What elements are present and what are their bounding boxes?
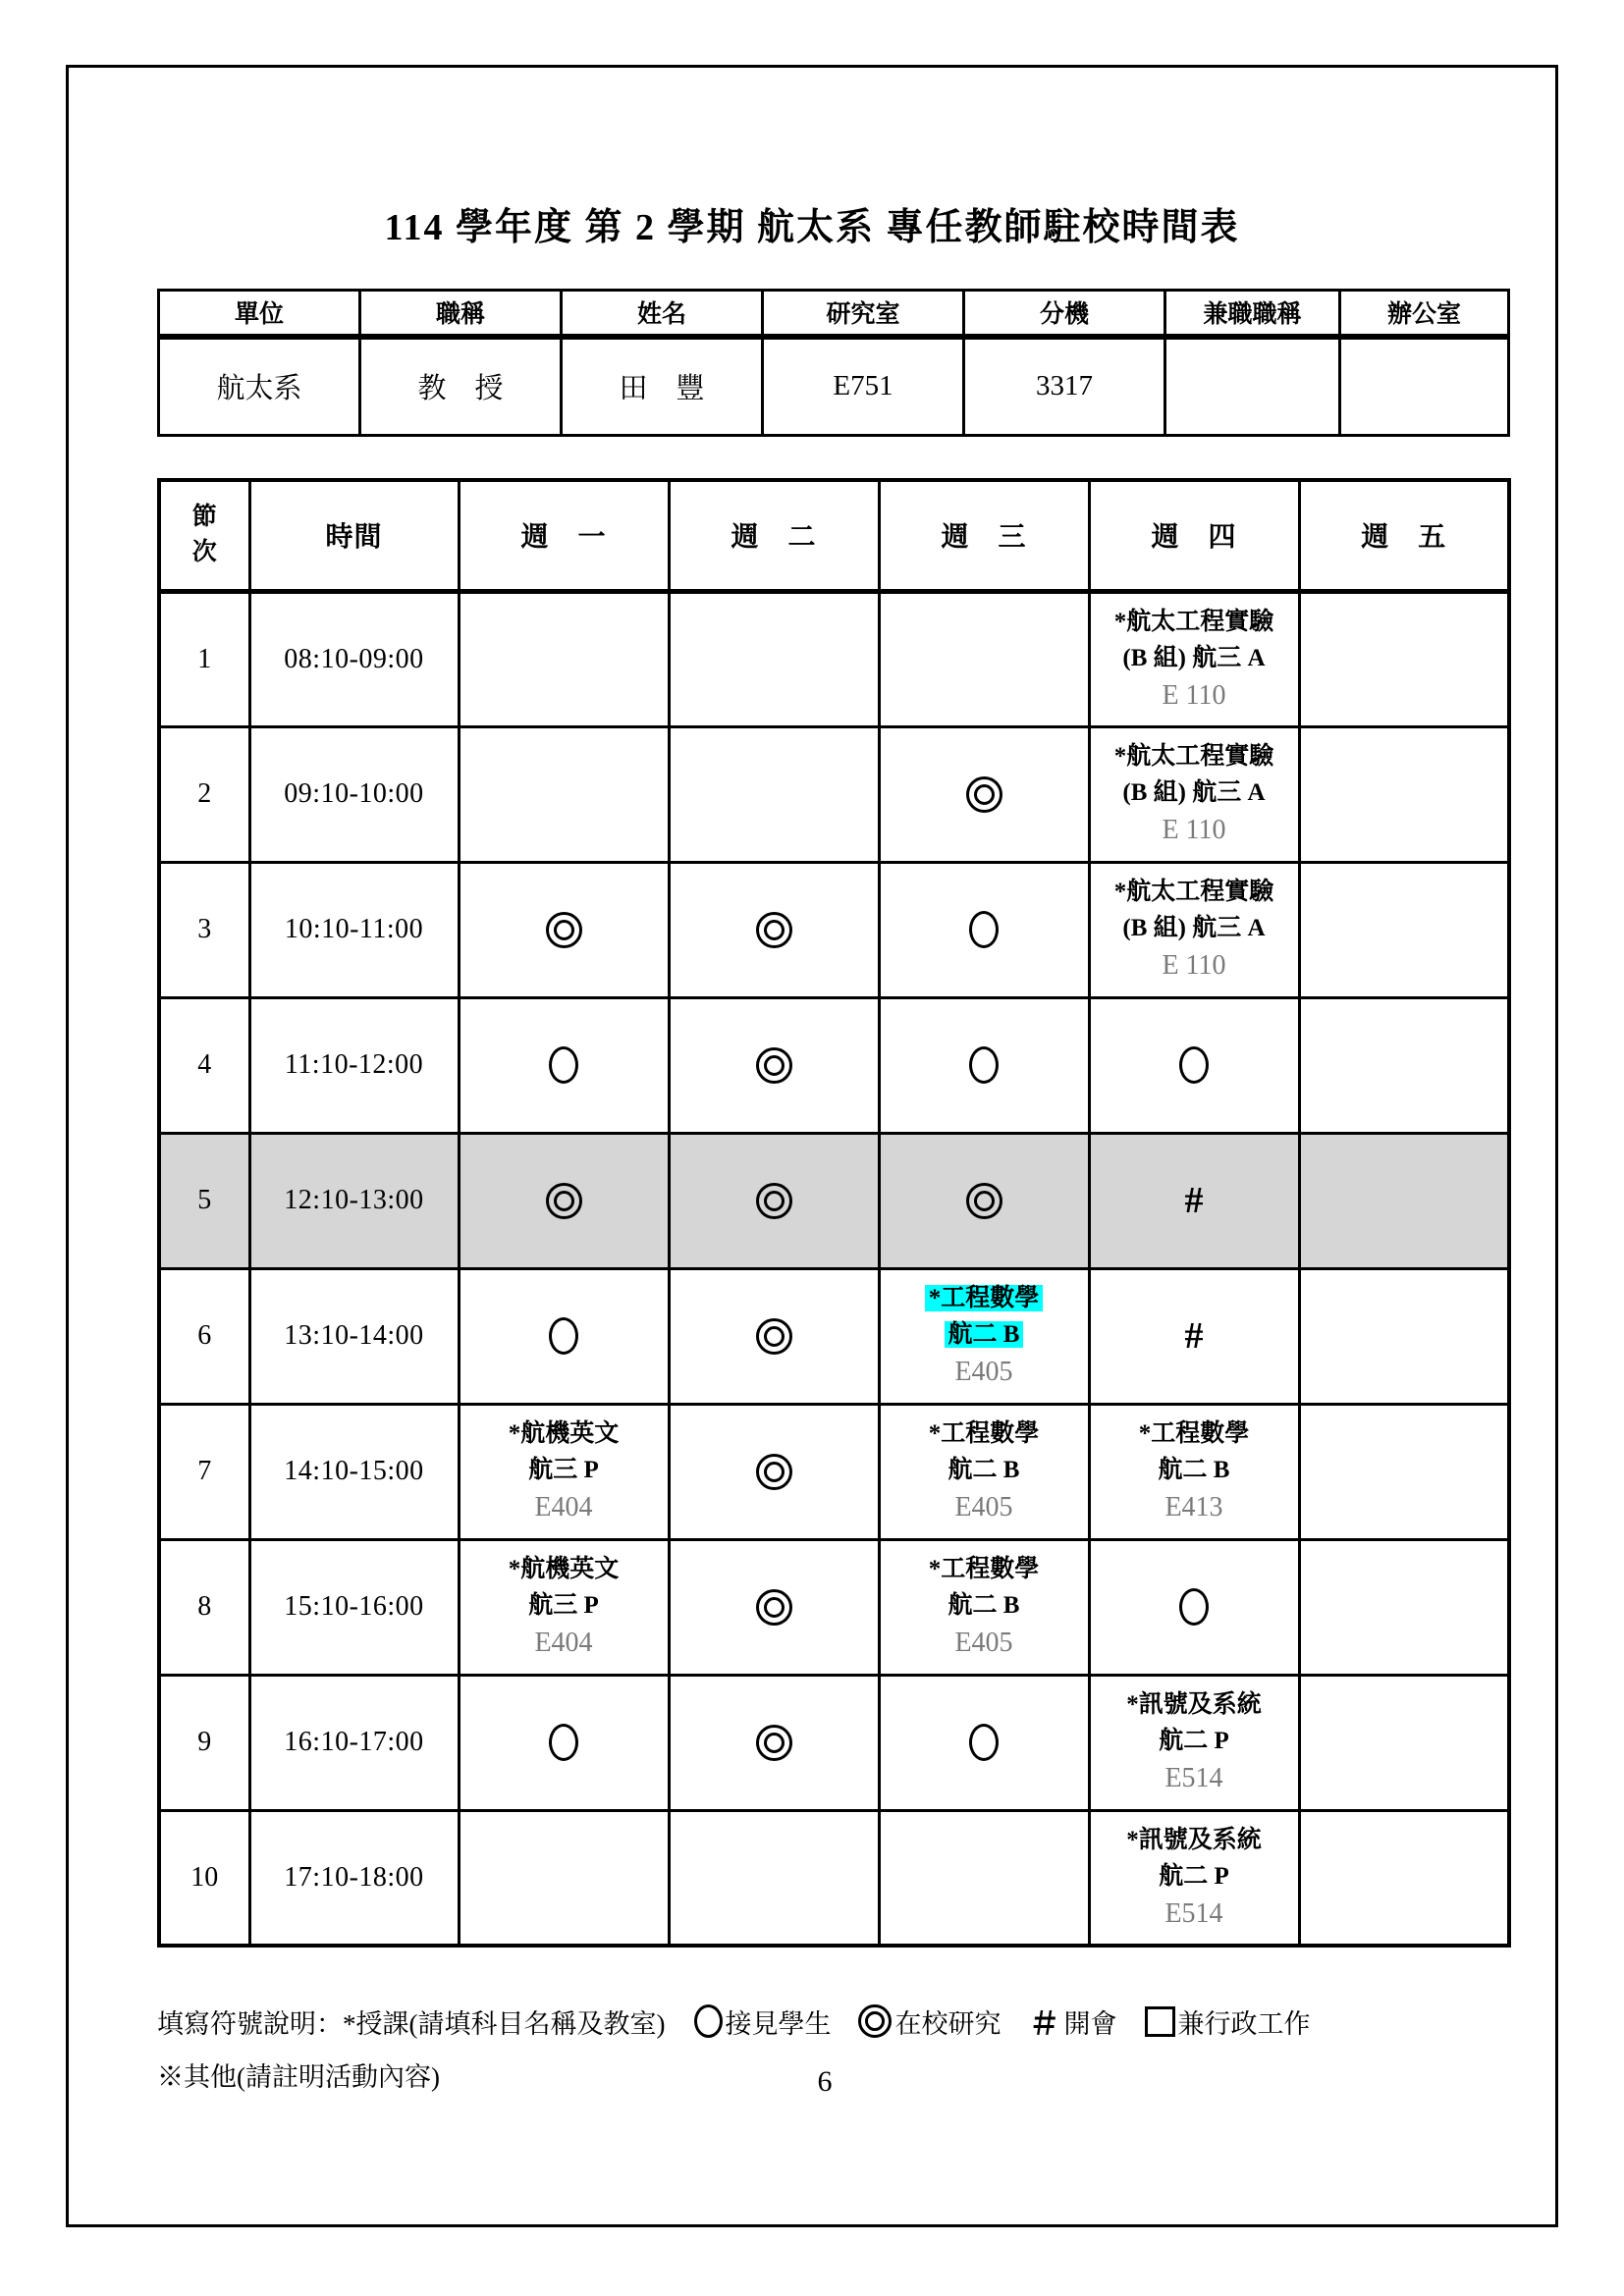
period-header-line: 次	[191, 539, 217, 566]
schedule-table	[157, 478, 1511, 1948]
info-header-cell: 職稱	[360, 291, 562, 337]
course-name-text: 航三 P	[528, 1457, 599, 1483]
course-name-text: *訊號及系統	[1126, 1691, 1262, 1718]
room-number: E405	[954, 1492, 1013, 1522]
day-cell	[669, 862, 879, 997]
day-cell	[459, 1133, 669, 1268]
schedule-row	[159, 726, 1509, 862]
day-cell	[459, 726, 669, 862]
circle-symbol	[1179, 1046, 1209, 1084]
schedule-body	[159, 591, 1509, 1946]
course-name-line	[1091, 1822, 1298, 1858]
day-cell	[1089, 1810, 1299, 1946]
day-cell	[669, 1404, 879, 1539]
schedule-row	[159, 1133, 1509, 1268]
room-number: E 110	[1162, 815, 1226, 845]
course-name-line	[1091, 738, 1298, 774]
day-cell	[1299, 1404, 1509, 1539]
course-name-line	[1091, 774, 1298, 811]
legend-prefix: 填寫符號說明：	[157, 2008, 343, 2039]
day-cell	[459, 591, 669, 726]
legend-meet-item	[694, 2002, 831, 2041]
time-cell: 12:10-13:00	[249, 1133, 459, 1268]
day-cell	[1299, 591, 1509, 726]
period-header	[159, 480, 249, 591]
room-number: E405	[954, 1357, 1013, 1387]
day-cell	[1299, 1133, 1509, 1268]
course-name-text: 航二 P	[1159, 1862, 1229, 1890]
day-cell	[1299, 1268, 1509, 1404]
day-cell	[459, 1675, 669, 1810]
time-cell: 11:10-12:00	[249, 997, 459, 1133]
period-cell: 6	[159, 1268, 249, 1404]
circle-symbol	[549, 1317, 578, 1355]
info-header-row	[159, 291, 1509, 337]
course-name-text: (B 組) 航三 A	[1122, 779, 1266, 806]
time-cell: 14:10-15:00	[249, 1404, 459, 1539]
course-name-line	[1091, 604, 1298, 640]
day-header: 週 一	[459, 480, 669, 591]
course-name-text: 航二 B	[947, 1457, 1020, 1483]
info-header-cell: 兼職職稱	[1165, 291, 1340, 337]
room-number: E514	[1164, 1763, 1223, 1793]
course-name-text: 航二 B	[947, 1592, 1020, 1619]
room-number: E 110	[1162, 679, 1226, 711]
time-cell: 15:10-16:00	[249, 1539, 459, 1675]
faculty-info-table	[157, 289, 1510, 437]
course-name-text: *航太工程實驗	[1113, 743, 1274, 770]
course-name-text: 航二 P	[1159, 1728, 1229, 1754]
time-cell: 17:10-18:00	[249, 1810, 459, 1946]
course-name-line	[1091, 1686, 1298, 1723]
circle-symbol	[549, 1046, 578, 1084]
course-name-line	[881, 1316, 1088, 1353]
info-header-cell: 單位	[159, 291, 360, 337]
course-name-line	[1091, 1452, 1298, 1488]
day-cell	[1299, 1675, 1509, 1810]
course-name-line	[881, 1415, 1088, 1452]
day-cell	[1299, 997, 1509, 1133]
time-header: 時間	[249, 480, 459, 591]
course-name-line	[1091, 1415, 1298, 1452]
page-number: 6	[817, 2065, 833, 2098]
day-header: 週 四	[1089, 480, 1299, 591]
day-cell	[1089, 726, 1299, 862]
double-circle-symbol	[756, 1589, 792, 1626]
legend-meeting-item	[1028, 1999, 1116, 2044]
course-name-text: *工程數學	[928, 1556, 1040, 1582]
day-cell	[879, 1268, 1089, 1404]
page-title: 114 學年度 第 2 學期 航太系 專任教師駐校時間表	[384, 207, 1240, 248]
day-cell	[1089, 862, 1299, 997]
day-cell	[879, 1539, 1089, 1675]
legend-admin-label: 兼行政工作	[1177, 2008, 1311, 2039]
schedule-row	[159, 1810, 1509, 1946]
double-circle-symbol	[756, 1725, 792, 1761]
legend-teach-label: *授課(請填科目名稱及教室)	[343, 2008, 666, 2039]
info-value-cell: 航太系	[159, 337, 360, 436]
time-cell: 08:10-09:00	[249, 591, 459, 726]
period-cell: 9	[159, 1675, 249, 1810]
time-cell: 16:10-17:00	[249, 1675, 459, 1810]
double-circle-symbol	[756, 1183, 792, 1219]
day-header: 週 三	[879, 480, 1089, 591]
course-name-text: *航太工程實驗	[1113, 879, 1274, 905]
day-cell	[879, 1404, 1089, 1539]
room-number: E 110	[1162, 950, 1226, 981]
course-name-line	[1091, 640, 1298, 676]
schedule-row	[159, 1675, 1509, 1810]
day-cell	[1089, 1133, 1299, 1268]
course-name-line	[460, 1551, 668, 1587]
double-circle-symbol	[966, 776, 1002, 813]
course-name-text: *航太工程實驗	[1113, 608, 1274, 635]
course-name-text: 航二 B	[1158, 1457, 1230, 1483]
period-cell: 5	[159, 1133, 249, 1268]
course-name-line	[881, 1551, 1088, 1587]
course-name-line	[460, 1415, 668, 1452]
circle-symbol	[969, 911, 999, 948]
period-cell: 1	[159, 591, 249, 726]
info-value-cell	[1165, 337, 1340, 436]
course-name-line	[1091, 1723, 1298, 1759]
day-cell	[879, 1810, 1089, 1946]
course-name-text: *航機英文	[508, 1556, 620, 1582]
day-cell	[459, 1539, 669, 1675]
double-circle-symbol	[756, 1454, 792, 1490]
day-cell	[669, 726, 879, 862]
day-cell	[879, 997, 1089, 1133]
double-circle-symbol	[966, 1183, 1002, 1219]
day-cell	[459, 1268, 669, 1404]
day-cell	[459, 1404, 669, 1539]
double-circle-symbol	[756, 1318, 792, 1355]
schedule-row	[159, 997, 1509, 1133]
time-cell: 10:10-11:00	[249, 862, 459, 997]
course-name-line	[881, 1452, 1088, 1488]
double-circle-symbol	[858, 2004, 892, 2038]
day-cell	[1299, 1539, 1509, 1675]
day-cell	[669, 1810, 879, 1946]
info-header-cell: 分機	[964, 291, 1165, 337]
day-cell	[1299, 1810, 1509, 1946]
course-name-text: (B 組) 航三 A	[1122, 915, 1266, 941]
day-cell	[1299, 726, 1509, 862]
room-number: E405	[954, 1628, 1013, 1658]
course-name-line	[460, 1452, 668, 1488]
schedule-row	[159, 1268, 1509, 1404]
time-cell: 13:10-14:00	[249, 1268, 459, 1404]
course-name-text: *航機英文	[508, 1420, 620, 1447]
day-cell	[879, 1133, 1089, 1268]
info-value-cell: E751	[763, 337, 964, 436]
legend-meeting-label: 開會	[1063, 2008, 1117, 2039]
course-name-text: *工程數學	[925, 1285, 1044, 1311]
double-circle-symbol	[756, 1047, 792, 1084]
course-name-line	[1091, 874, 1298, 910]
day-header: 週 五	[1299, 480, 1509, 591]
day-cell	[459, 862, 669, 997]
course-name-text: 航三 P	[528, 1592, 599, 1619]
legend-admin-item	[1145, 2002, 1311, 2041]
course-name-text: 航二 B	[945, 1321, 1024, 1348]
legend-line-1	[157, 1999, 1532, 2044]
day-header: 週 二	[669, 480, 879, 591]
info-header-cell: 辦公室	[1340, 291, 1509, 337]
course-name-line	[881, 1587, 1088, 1624]
course-name-line	[881, 1280, 1088, 1316]
period-cell: 3	[159, 862, 249, 997]
room-number: E413	[1164, 1492, 1223, 1522]
info-value-row	[159, 337, 1509, 436]
room-number: E514	[1164, 1897, 1223, 1929]
day-cell	[1089, 591, 1299, 726]
schedule-row	[159, 862, 1509, 997]
circle-symbol	[549, 1724, 578, 1761]
course-name-text: *訊號及系統	[1126, 1826, 1262, 1853]
period-header-line: 節	[191, 504, 217, 531]
circle-symbol	[969, 1046, 999, 1084]
double-circle-symbol	[546, 1183, 582, 1219]
day-cell	[459, 1810, 669, 1946]
legend-line-2: ※其他(請註明活動內容)	[157, 2062, 440, 2092]
period-cell: 2	[159, 726, 249, 862]
period-cell: 7	[159, 1404, 249, 1539]
legend-research-label: 在校研究	[894, 2008, 1001, 2039]
square-symbol	[1145, 2006, 1175, 2037]
info-value-cell: 田 豐	[562, 337, 763, 436]
period-cell: 8	[159, 1539, 249, 1675]
schedule-row	[159, 1539, 1509, 1675]
room-number: E404	[534, 1628, 593, 1658]
day-cell	[459, 997, 669, 1133]
course-name-line	[1091, 1858, 1298, 1895]
hash-symbol: #	[1184, 1315, 1204, 1357]
legend-research-item	[858, 2002, 1001, 2041]
day-cell	[669, 1675, 879, 1810]
day-cell	[669, 591, 879, 726]
day-cell	[1089, 1539, 1299, 1675]
info-value-cell	[1340, 337, 1509, 436]
day-cell	[669, 1268, 879, 1404]
circle-symbol	[969, 1724, 999, 1761]
day-cell	[1089, 1268, 1299, 1404]
schedule-row	[159, 1404, 1509, 1539]
course-name-line	[1091, 910, 1298, 946]
schedule-row	[159, 591, 1509, 726]
day-cell	[1299, 862, 1509, 997]
day-cell	[669, 1539, 879, 1675]
day-cell	[669, 1133, 879, 1268]
legend-teach-item	[157, 2002, 665, 2041]
period-cell: 10	[159, 1810, 249, 1946]
day-cell	[879, 862, 1089, 997]
hash-symbol: #	[1184, 1180, 1204, 1221]
info-header-cell: 研究室	[763, 291, 964, 337]
circle-symbol	[1179, 1588, 1209, 1626]
course-name-text: (B 組) 航三 A	[1122, 644, 1266, 671]
info-header-cell: 姓名	[562, 291, 763, 337]
course-name-line	[460, 1587, 668, 1624]
legend-meet-label: 接見學生	[725, 2008, 832, 2039]
day-cell	[879, 726, 1089, 862]
info-value-cell: 3317	[964, 337, 1165, 436]
info-value-cell: 教 授	[360, 337, 562, 436]
time-cell: 09:10-10:00	[249, 726, 459, 862]
day-cell	[669, 997, 879, 1133]
double-circle-symbol	[756, 912, 792, 948]
period-cell: 4	[159, 997, 249, 1133]
double-circle-symbol	[546, 912, 582, 948]
schedule-header-row	[159, 480, 1509, 591]
course-name-text: *工程數學	[928, 1420, 1040, 1447]
day-cell	[1089, 1675, 1299, 1810]
room-number: E404	[534, 1492, 593, 1522]
day-cell	[1089, 997, 1299, 1133]
hash-symbol: ＃	[1028, 2005, 1060, 2041]
day-cell	[1089, 1404, 1299, 1539]
day-cell	[879, 1675, 1089, 1810]
day-cell	[879, 591, 1089, 726]
course-name-text: *工程數學	[1138, 1420, 1250, 1447]
circle-symbol	[694, 2004, 723, 2038]
